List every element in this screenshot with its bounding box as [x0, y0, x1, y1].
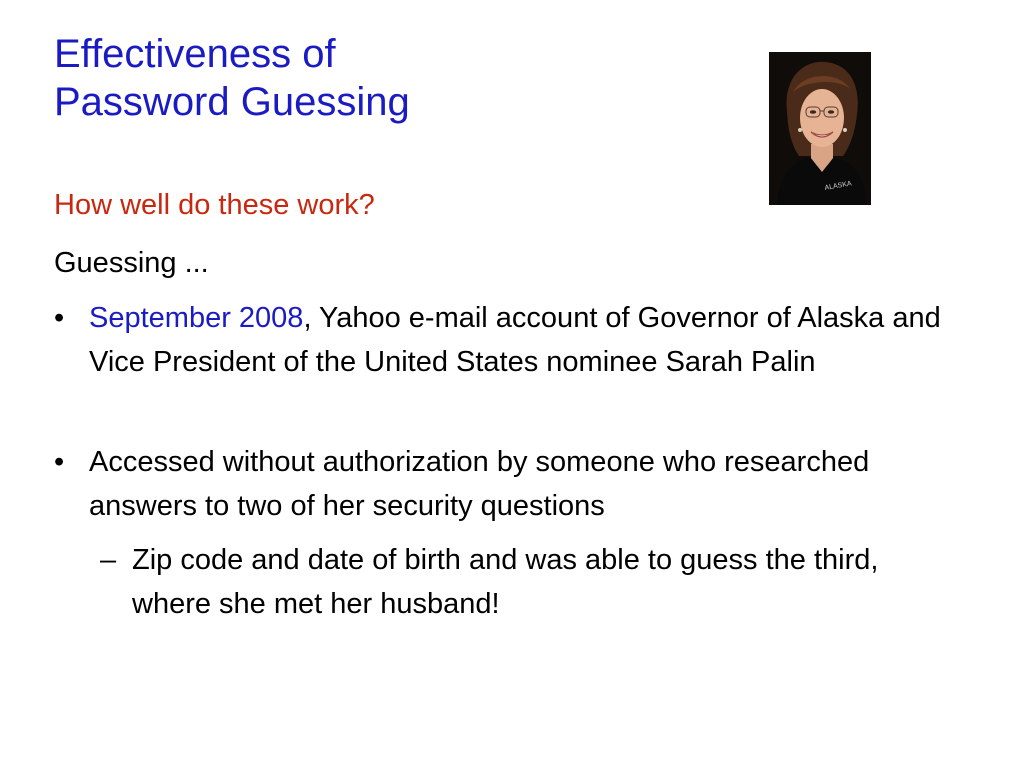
sub-bullet-text: Zip code and date of birth and was able to guess the third, where she met her husband! — [132, 544, 879, 620]
bullet-text: Accessed without authorization by someone who researched answers to two of her security questions — [89, 446, 870, 522]
portrait-illustration — [769, 52, 871, 205]
portrait-photo — [769, 52, 871, 205]
slide-subtitle: How well do these work? — [54, 189, 375, 221]
jacket-lettering: ALASKA — [824, 180, 853, 192]
bullet-marker: • — [54, 446, 65, 478]
bullet-body: , Yahoo e-mail account of Governor of Alaska and Vice President of the United States nominee Sarah Palin — [89, 302, 941, 378]
sub-bullet-marker: – — [100, 544, 117, 576]
sub-bullet-item-1 — [100, 538, 950, 626]
slide-title-line-2: Password Guessing — [54, 80, 410, 124]
bullet-item-2 — [54, 440, 954, 528]
slide-title — [54, 30, 410, 126]
bullet-text — [89, 296, 954, 384]
date-highlight: September 2008 — [89, 302, 304, 334]
bullet-item-1 — [54, 296, 954, 384]
bullet-marker: • — [54, 302, 65, 334]
slide-title-line-1: Effectiveness of — [54, 32, 336, 76]
lead-text: Guessing ... — [54, 247, 209, 279]
